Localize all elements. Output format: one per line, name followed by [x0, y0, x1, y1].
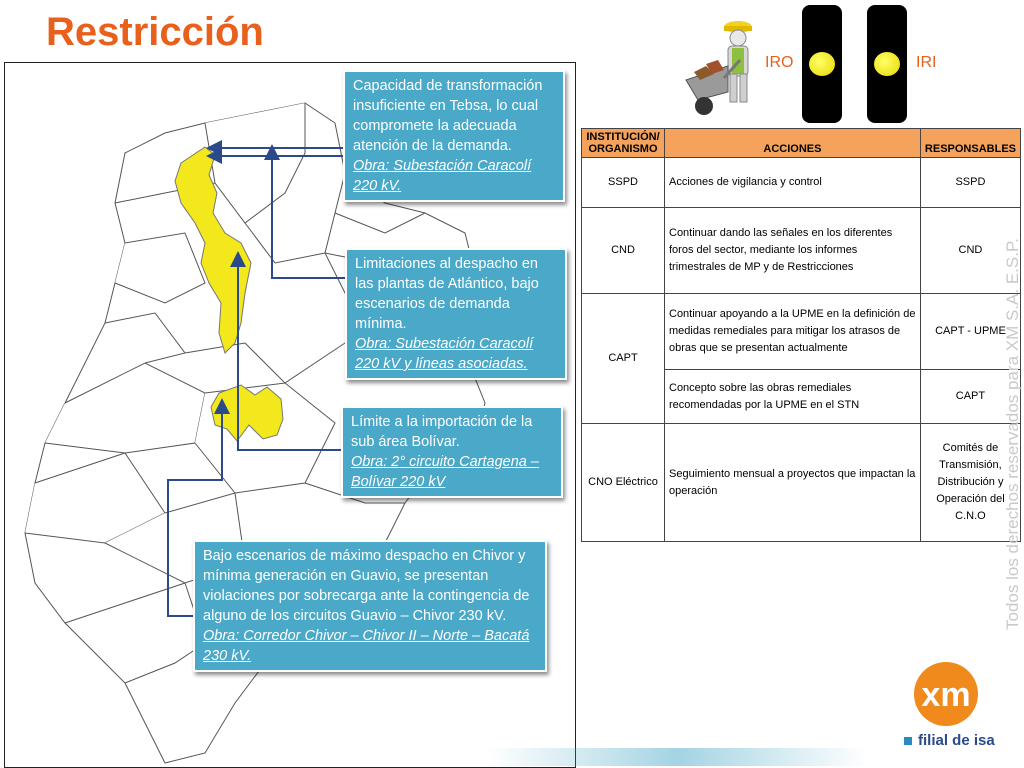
- table-row: [582, 294, 1021, 370]
- cell-resp: SSPD: [920, 158, 1020, 208]
- actions-table: [581, 128, 1021, 542]
- cell-accion: Seguimiento mensual a proyectos que impactan la operación: [665, 424, 921, 542]
- cell-inst: CNO Eléctrico: [582, 424, 665, 542]
- square-icon: [904, 737, 912, 745]
- cell-resp: CAPT - UPME: [920, 294, 1020, 370]
- table-row: [582, 424, 1021, 542]
- cell-accion: Continuar apoyando a la UPME en la definición de medidas remediales para mitigar los atrasos de obras que se presentan actualmente: [665, 294, 921, 370]
- cell-inst: SSPD: [582, 158, 665, 208]
- footer-bar: [488, 748, 868, 766]
- tagline-text: filial de isa: [918, 732, 995, 749]
- tagline: [904, 732, 995, 749]
- callout-chivor: [193, 540, 547, 672]
- callout-tebsa: [343, 70, 565, 202]
- callout-chivor-text: Bajo escenarios de máximo despacho en Chivor y mínima generación en Guavio, se presentan violaciones por sobrecarga ante la contingencia de alguno de los circuitos Guavio – Chivor 230 kV.: [203, 548, 530, 624]
- page-title: Restricción: [46, 10, 264, 54]
- cell-resp: CND: [920, 208, 1020, 294]
- cell-resp: CAPT: [920, 370, 1020, 424]
- xm-logo-text: xm: [921, 676, 971, 714]
- iri-label: IRI: [916, 54, 937, 71]
- callout-tebsa-obra: Obra: Subestación Caracolí 220 kV.: [353, 158, 532, 194]
- table-row: [582, 208, 1021, 294]
- header-responsables: RESPONSABLES: [920, 129, 1020, 158]
- callout-tebsa-text: Capacidad de transformación insuficiente en Tebsa, lo cual compromete la adecuada atención de la demanda.: [353, 78, 543, 154]
- iro-label: IRO: [765, 54, 794, 71]
- header-acciones: ACCIONES: [665, 129, 921, 158]
- callout-atlantico-text: Limitaciones al despacho en las plantas de Atlántico, bajo escenarios de demanda mínima.: [355, 256, 539, 332]
- cell-accion: Continuar dando las señales en los diferentes foros del sector, mediante los informes trimestrales de MP y de Restricciones: [665, 208, 921, 294]
- cell-accion: Concepto sobre las obras remediales recomendadas por la UPME en el STN: [665, 370, 921, 424]
- cell-inst: CND: [582, 208, 665, 294]
- header-institucion: INSTITUCIÓN/ ORGANISMO: [582, 129, 665, 158]
- cell-accion: Acciones de vigilancia y control: [665, 158, 921, 208]
- callout-bolivar-obra: Obra: 2° circuito Cartagena – Bolívar 220 kV: [351, 454, 539, 490]
- xm-logo: [898, 662, 998, 730]
- cell-inst: CAPT: [582, 294, 665, 424]
- cell-resp: Comités de Transmisión, Distribución y Operación del C.N.O: [920, 424, 1020, 542]
- table-header-row: [582, 129, 1021, 158]
- callout-atlantico-obra: Obra: Subestación Caracolí 220 kV y líneas asociadas.: [355, 336, 534, 372]
- callout-bolivar: [341, 406, 563, 498]
- table-row: [582, 158, 1021, 208]
- copyright-watermark: Todos los derechos reservados para XM S.A. E.S.P.: [1003, 238, 1022, 630]
- callout-bolivar-text: Límite a la importación de la sub área Bolívar.: [351, 414, 533, 450]
- callout-atlantico: [345, 248, 567, 380]
- callout-chivor-obra: Obra: Corredor Chivor – Chivor II – Norte – Bacatá 230 kV.: [203, 628, 530, 664]
